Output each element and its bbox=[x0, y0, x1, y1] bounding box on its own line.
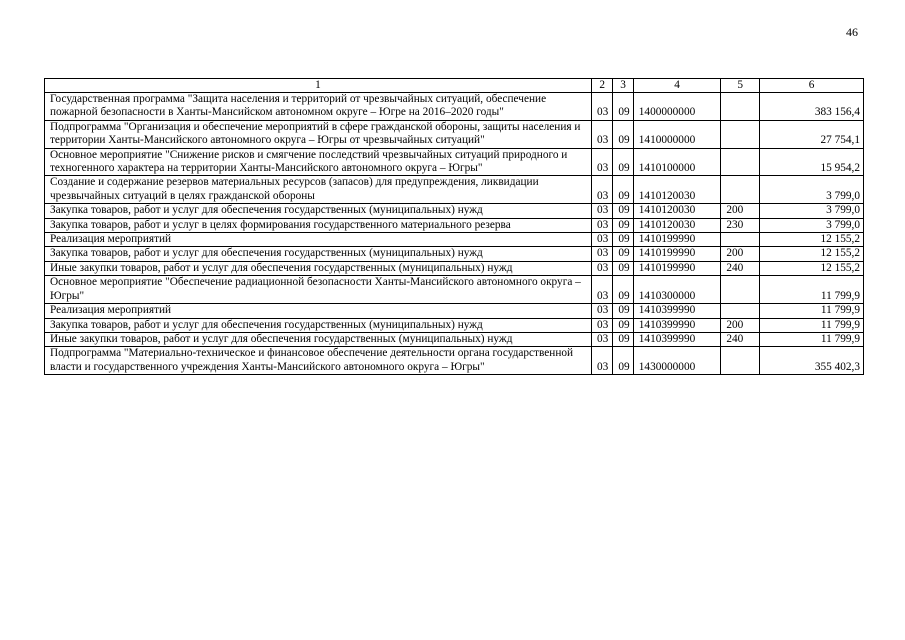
row-target-code: 1410300000 bbox=[633, 276, 721, 304]
row-name: Закупка товаров, работ и услуг для обеспечения государственных (муниципальных) нужд bbox=[45, 318, 592, 332]
row-amount: 355 402,3 bbox=[760, 347, 864, 375]
column-header: 2 bbox=[592, 79, 613, 93]
row-subsection-code: 09 bbox=[613, 276, 633, 304]
row-amount: 3 799,0 bbox=[760, 204, 864, 218]
row-expense-type bbox=[721, 176, 760, 204]
row-expense-type: 240 bbox=[721, 332, 760, 346]
row-section-code: 03 bbox=[592, 218, 613, 232]
row-amount: 3 799,0 bbox=[760, 218, 864, 232]
row-amount: 11 799,9 bbox=[760, 332, 864, 346]
row-section-code: 03 bbox=[592, 247, 613, 261]
row-subsection-code: 09 bbox=[613, 247, 633, 261]
row-target-code: 1430000000 bbox=[633, 347, 721, 375]
column-header: 3 bbox=[613, 79, 633, 93]
table-header-row bbox=[45, 79, 864, 93]
row-target-code: 1410120030 bbox=[633, 176, 721, 204]
row-subsection-code: 09 bbox=[613, 318, 633, 332]
row-expense-type bbox=[721, 120, 760, 148]
column-header: 4 bbox=[633, 79, 721, 93]
row-target-code: 1410399990 bbox=[633, 318, 721, 332]
row-amount: 15 954,2 bbox=[760, 148, 864, 176]
row-section-code: 03 bbox=[592, 332, 613, 346]
table-body bbox=[45, 93, 864, 375]
budget-table bbox=[44, 78, 864, 375]
row-section-code: 03 bbox=[592, 347, 613, 375]
row-target-code: 1410120030 bbox=[633, 218, 721, 232]
row-amount: 11 799,9 bbox=[760, 318, 864, 332]
row-target-code: 1410120030 bbox=[633, 204, 721, 218]
row-expense-type bbox=[721, 304, 760, 318]
row-subsection-code: 09 bbox=[613, 218, 633, 232]
table-row bbox=[45, 93, 864, 121]
row-amount: 12 155,2 bbox=[760, 233, 864, 247]
row-name: Государственная программа "Защита населения и территорий от чрезвычайных ситуаций, обеспечение пожарной безопасности в Ханты-Мансийском автономном округе – Югре на 2016–2020 годы" bbox=[45, 93, 592, 121]
row-name: Подпрограмма "Материально-техническое и финансовое обеспечение деятельности органа государственной власти и государственного учреждения Ханты-Мансийского автономного округа – Югры" bbox=[45, 347, 592, 375]
table-row bbox=[45, 204, 864, 218]
table-row bbox=[45, 304, 864, 318]
row-section-code: 03 bbox=[592, 233, 613, 247]
row-subsection-code: 09 bbox=[613, 148, 633, 176]
row-expense-type bbox=[721, 93, 760, 121]
row-subsection-code: 09 bbox=[613, 332, 633, 346]
table-row bbox=[45, 233, 864, 247]
row-amount: 12 155,2 bbox=[760, 261, 864, 275]
row-expense-type bbox=[721, 276, 760, 304]
row-section-code: 03 bbox=[592, 176, 613, 204]
row-name: Закупка товаров, работ и услуг в целях формирования государственного материального резерва bbox=[45, 218, 592, 232]
row-amount: 27 754,1 bbox=[760, 120, 864, 148]
row-expense-type bbox=[721, 347, 760, 375]
row-subsection-code: 09 bbox=[613, 120, 633, 148]
row-subsection-code: 09 bbox=[613, 176, 633, 204]
row-subsection-code: 09 bbox=[613, 304, 633, 318]
row-amount: 3 799,0 bbox=[760, 176, 864, 204]
column-header: 5 bbox=[721, 79, 760, 93]
row-expense-type: 240 bbox=[721, 261, 760, 275]
row-name: Иные закупки товаров, работ и услуг для обеспечения государственных (муниципальных) нужд bbox=[45, 332, 592, 346]
row-section-code: 03 bbox=[592, 148, 613, 176]
table-row bbox=[45, 218, 864, 232]
table-row bbox=[45, 148, 864, 176]
row-name: Закупка товаров, работ и услуг для обеспечения государственных (муниципальных) нужд bbox=[45, 247, 592, 261]
row-target-code: 1410199990 bbox=[633, 233, 721, 247]
row-section-code: 03 bbox=[592, 204, 613, 218]
row-amount: 11 799,9 bbox=[760, 276, 864, 304]
row-section-code: 03 bbox=[592, 93, 613, 121]
page-number: 46 bbox=[846, 25, 858, 39]
row-subsection-code: 09 bbox=[613, 347, 633, 375]
table-row bbox=[45, 318, 864, 332]
table-row bbox=[45, 261, 864, 275]
table-row bbox=[45, 347, 864, 375]
row-target-code: 1410399990 bbox=[633, 304, 721, 318]
row-amount: 12 155,2 bbox=[760, 247, 864, 261]
row-subsection-code: 09 bbox=[613, 93, 633, 121]
row-amount: 383 156,4 bbox=[760, 93, 864, 121]
row-section-code: 03 bbox=[592, 318, 613, 332]
row-target-code: 1400000000 bbox=[633, 93, 721, 121]
row-name: Основное мероприятие "Обеспечение радиационной безопасности Ханты-Мансийского автономного округа – Югры" bbox=[45, 276, 592, 304]
column-header: 1 bbox=[45, 79, 592, 93]
row-target-code: 1410100000 bbox=[633, 148, 721, 176]
row-name: Подпрограмма "Организация и обеспечение мероприятий в сфере гражданской обороны, защиты населения и территории Ханты-Мансийского автономного округа – Югры от чрезвычайных ситуаций" bbox=[45, 120, 592, 148]
table-row bbox=[45, 276, 864, 304]
column-header: 6 bbox=[760, 79, 864, 93]
row-name: Иные закупки товаров, работ и услуг для обеспечения государственных (муниципальных) нужд bbox=[45, 261, 592, 275]
row-target-code: 1410399990 bbox=[633, 332, 721, 346]
row-expense-type: 200 bbox=[721, 247, 760, 261]
row-name: Реализация мероприятий bbox=[45, 233, 592, 247]
table-row bbox=[45, 247, 864, 261]
row-section-code: 03 bbox=[592, 304, 613, 318]
row-expense-type bbox=[721, 233, 760, 247]
row-amount: 11 799,9 bbox=[760, 304, 864, 318]
table-row bbox=[45, 176, 864, 204]
row-section-code: 03 bbox=[592, 120, 613, 148]
row-name: Основное мероприятие "Снижение рисков и смягчение последствий чрезвычайных ситуаций природного и техногенного характера на территории Ханты-Мансийского автономного округа – Югры" bbox=[45, 148, 592, 176]
row-expense-type: 200 bbox=[721, 318, 760, 332]
table-row bbox=[45, 332, 864, 346]
row-target-code: 1410000000 bbox=[633, 120, 721, 148]
row-name: Реализация мероприятий bbox=[45, 304, 592, 318]
row-subsection-code: 09 bbox=[613, 233, 633, 247]
row-name: Закупка товаров, работ и услуг для обеспечения государственных (муниципальных) нужд bbox=[45, 204, 592, 218]
row-target-code: 1410199990 bbox=[633, 261, 721, 275]
row-section-code: 03 bbox=[592, 261, 613, 275]
row-target-code: 1410199990 bbox=[633, 247, 721, 261]
table-row bbox=[45, 120, 864, 148]
row-subsection-code: 09 bbox=[613, 204, 633, 218]
row-subsection-code: 09 bbox=[613, 261, 633, 275]
row-expense-type: 200 bbox=[721, 204, 760, 218]
row-name: Создание и содержание резервов материальных ресурсов (запасов) для предупреждения, ликвидации чрезвычайных ситуаций в целях гражданской обороны bbox=[45, 176, 592, 204]
row-expense-type: 230 bbox=[721, 218, 760, 232]
row-section-code: 03 bbox=[592, 276, 613, 304]
row-expense-type bbox=[721, 148, 760, 176]
